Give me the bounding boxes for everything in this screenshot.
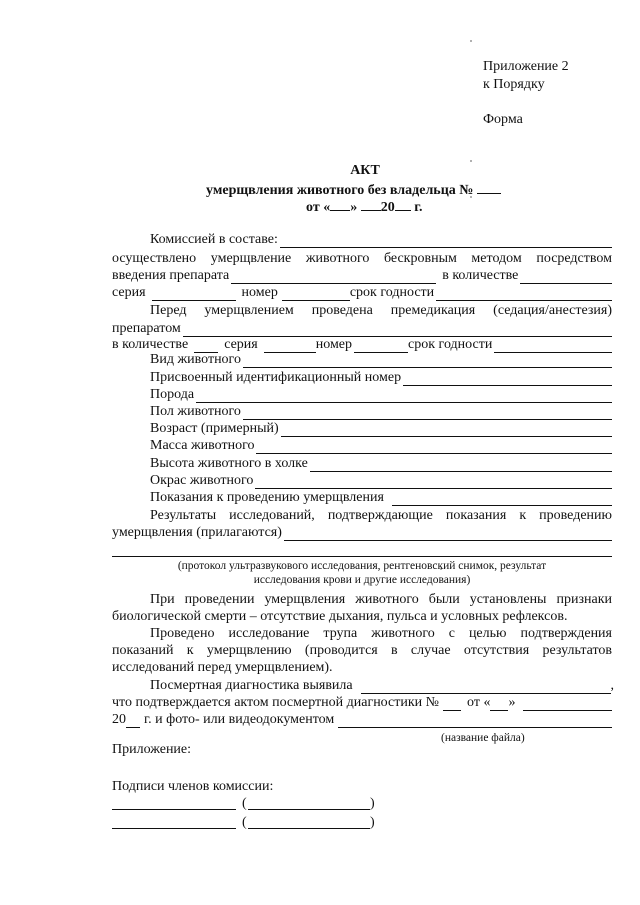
file-name-caption: (название файла) (441, 732, 525, 744)
signature-field-2[interactable] (112, 828, 236, 829)
postmortem-media-row (112, 711, 612, 728)
act-number-blank[interactable] (477, 180, 501, 194)
corpse-line-3: исследований перед умерщвлением). (112, 660, 333, 675)
corpse-line-1: Проведено исследование трупа животного с целью подтверждения (150, 626, 612, 641)
age-row (150, 420, 612, 437)
postmortem-act-number[interactable] (443, 697, 461, 711)
order-label: к Порядку (483, 77, 545, 92)
results-row (112, 524, 612, 541)
postmortem-year-prefix: 20 (112, 712, 126, 727)
act-date (306, 197, 422, 216)
age-label: Возраст (примерный) (150, 421, 279, 436)
results-field[interactable] (284, 527, 612, 541)
premed-drug-field[interactable] (183, 323, 612, 337)
signature-name-open-2: ( (242, 815, 247, 830)
scan-speck (470, 40, 472, 42)
indications-field[interactable] (392, 492, 612, 506)
id-number-field[interactable] (403, 372, 612, 386)
act-date-close: » (350, 200, 358, 215)
drug-label: введения препарата (112, 268, 230, 283)
color-label: Окрас животного (150, 473, 254, 488)
series-label: серия (112, 285, 146, 300)
sex-field[interactable] (243, 406, 612, 420)
breed-row (150, 386, 612, 403)
act-subtitle-text: умерщвления животного без владельца № (206, 183, 474, 198)
act-title: АКТ (350, 163, 380, 178)
signature-name-field-1[interactable] (248, 809, 370, 810)
premed-expiry-label: срок годности (408, 337, 493, 352)
species-field[interactable] (243, 354, 612, 368)
species-label: Вид животного (150, 352, 241, 367)
id-number-label: Присвоенный идентификационный номер (150, 370, 402, 385)
id-number-row (150, 369, 612, 386)
signature-name-close-2: ) (370, 815, 375, 830)
weight-row (150, 437, 612, 454)
premed-quantity-label: в количестве (112, 337, 189, 352)
color-field[interactable] (255, 475, 612, 489)
form-label: Форма (483, 112, 523, 127)
act-year-suffix: г. (414, 200, 423, 215)
premed-drug-label: препаратом (112, 321, 181, 336)
postmortem-year-field[interactable] (126, 714, 140, 728)
postmortem-month-field[interactable] (523, 697, 612, 711)
results-note-1: (протокол ультразвукового исследования, рентгеновский снимок, результат (177, 560, 547, 572)
drug-row (112, 267, 612, 284)
weight-label: Масса животного (150, 438, 255, 453)
results-note-2: исследования крови и другие исследования) (253, 574, 471, 586)
performed-line: осуществлено умерщвление животного бескровным методом посредством (112, 251, 612, 266)
death-line-2: биологической смерти – отсутствие дыхания, пульса и условных рефлексов. (112, 609, 568, 624)
species-row (150, 351, 612, 368)
expiry-label: срок годности (349, 285, 435, 300)
series-row (112, 284, 612, 301)
attachment-label: Приложение: (112, 742, 192, 757)
act-day-blank[interactable] (330, 197, 350, 211)
results-line-1: Результаты исследований, подтверждающие показания к проведению (150, 508, 612, 523)
postmortem-close: » (508, 695, 516, 710)
postmortem-row (150, 677, 614, 694)
expiry-field[interactable] (436, 287, 612, 301)
series-field[interactable] (152, 287, 236, 301)
signature-name-close-1: ) (370, 796, 375, 811)
age-field[interactable] (281, 423, 612, 437)
breed-label: Порода (150, 387, 195, 402)
signature-name-field-2[interactable] (248, 828, 370, 829)
breed-field[interactable] (196, 389, 612, 403)
quantity-label: в количестве (442, 268, 519, 283)
appendix-label: Приложение 2 (483, 59, 569, 74)
indications-label: Показания к проведению умерщвления (150, 490, 384, 505)
premed-number-label: номер (315, 337, 353, 352)
drug-field[interactable] (231, 270, 436, 284)
postmortem-act-row (112, 694, 612, 711)
results-extra-field[interactable] (112, 556, 612, 557)
number-label: номер (241, 285, 278, 300)
weight-field[interactable] (256, 440, 612, 454)
postmortem-from: от « (467, 695, 491, 710)
postmortem-media-label: г. и фото- или видеодокументом (144, 712, 335, 727)
postmortem-media-field[interactable] (338, 714, 612, 728)
act-year-blank[interactable] (395, 197, 411, 211)
signature-name-open-1: ( (242, 796, 247, 811)
postmortem-comma: , (610, 678, 614, 693)
postmortem-day-field[interactable] (490, 697, 508, 711)
postmortem-label: Посмертная диагностика выявила (150, 678, 353, 693)
height-field[interactable] (310, 458, 612, 472)
premed-line: Перед умерщвлением проведена премедикация (седация/анестезия) (150, 303, 612, 318)
signatures-label: Подписи членов комиссии: (112, 779, 274, 794)
death-line-1: При проведении умерщвления животного были установлены признаки (150, 592, 612, 607)
results-label: умерщвления (прилагаются) (112, 525, 282, 540)
act-date-open: от « (306, 200, 331, 215)
premed-drug-row (112, 320, 612, 337)
act-year-prefix: 20 (380, 200, 395, 215)
commission-field[interactable] (280, 234, 612, 248)
sex-row (150, 403, 612, 420)
act-month-blank[interactable] (361, 197, 381, 211)
indications-row (150, 489, 612, 506)
number-field[interactable] (282, 287, 350, 301)
quantity-field[interactable] (520, 270, 612, 284)
sex-label: Пол животного (150, 404, 241, 419)
color-row (150, 472, 612, 489)
height-label: Высота животного в холке (150, 456, 308, 471)
commission-label: Комиссией в составе: (150, 232, 278, 247)
postmortem-act-label: что подтверждается актом посмертной диагностики № (112, 695, 440, 710)
postmortem-field[interactable] (361, 680, 611, 694)
premed-series-label: серия (224, 337, 258, 352)
commission-row (150, 231, 612, 248)
corpse-line-2: показаний к умерщвлению (проводится в случае отсутствия результатов (112, 643, 612, 658)
height-row (150, 455, 612, 472)
signature-field-1[interactable] (112, 809, 236, 810)
